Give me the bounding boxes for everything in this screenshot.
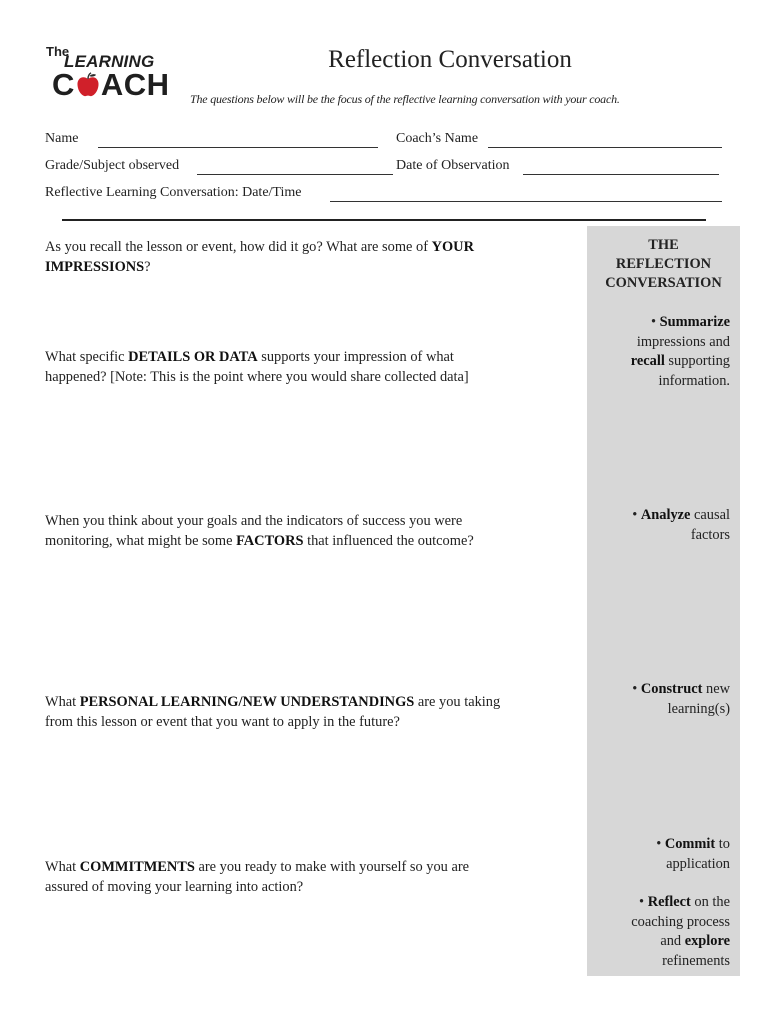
learning-coach-logo	[46, 44, 170, 104]
logo-coach-c: C	[52, 67, 75, 102]
logo-learning-text: LEARNING	[64, 52, 155, 71]
question-commitments: What COMMITMENTS are you ready to make with yourself so you are assured of moving your learning into action?	[45, 859, 470, 895]
coach-name-field[interactable]	[488, 147, 722, 148]
page-title: Reflection Conversation	[328, 46, 572, 73]
grade-subject-label: Grade/Subject observed	[45, 158, 180, 173]
sidebar-item-commit: • Commit to application	[656, 836, 730, 872]
question-impressions: As you recall the lesson or event, how did it go? What are some of YOUR IMPRESSIONS?	[45, 239, 474, 275]
question-details-data: What specific DETAILS OR DATA supports your impression of what happened? [Note: This is the point where you would share collected data]	[45, 349, 469, 385]
reflection-sidebar	[587, 226, 740, 976]
question-personal-learning: What PERSONAL LEARNING/NEW UNDERSTANDINGS are you taking from this lesson or event that you want to apply in the future?	[45, 694, 501, 730]
page-subtitle: The questions below will be the focus of the reflective learning conversation with your coach.	[190, 92, 620, 106]
section-divider	[62, 219, 706, 221]
logo-coach-rest: ACH	[100, 67, 170, 102]
sidebar-item-reflect: • Reflect on the coaching process and explore refinements	[631, 894, 730, 969]
name-label: Name	[45, 131, 79, 146]
sidebar-item-summarize: • Summarize impressions and recall supporting information.	[630, 314, 730, 389]
grade-subject-field[interactable]	[197, 174, 393, 175]
logo-coach-text	[52, 68, 170, 102]
logo-the-text: The	[46, 44, 70, 59]
conversation-datetime-field[interactable]	[330, 201, 722, 202]
apple-icon	[76, 72, 100, 98]
name-field[interactable]	[98, 147, 378, 148]
date-observation-label: Date of Observation	[396, 158, 510, 173]
date-observation-field[interactable]	[523, 174, 719, 175]
conversation-datetime-label: Reflective Learning Conversation: Date/Time	[45, 185, 302, 200]
question-factors: When you think about your goals and the indicators of success you were monitoring, what might be some FACTORS that influenced the outcome?	[45, 513, 474, 549]
sidebar-item-construct: • Construct new learning(s)	[632, 681, 730, 717]
sidebar-item-analyze: • Analyze causal factors	[632, 507, 730, 543]
coach-name-label: Coach’s Name	[396, 131, 479, 146]
sidebar-title: THE REFLECTION CONVERSATION	[605, 237, 722, 291]
